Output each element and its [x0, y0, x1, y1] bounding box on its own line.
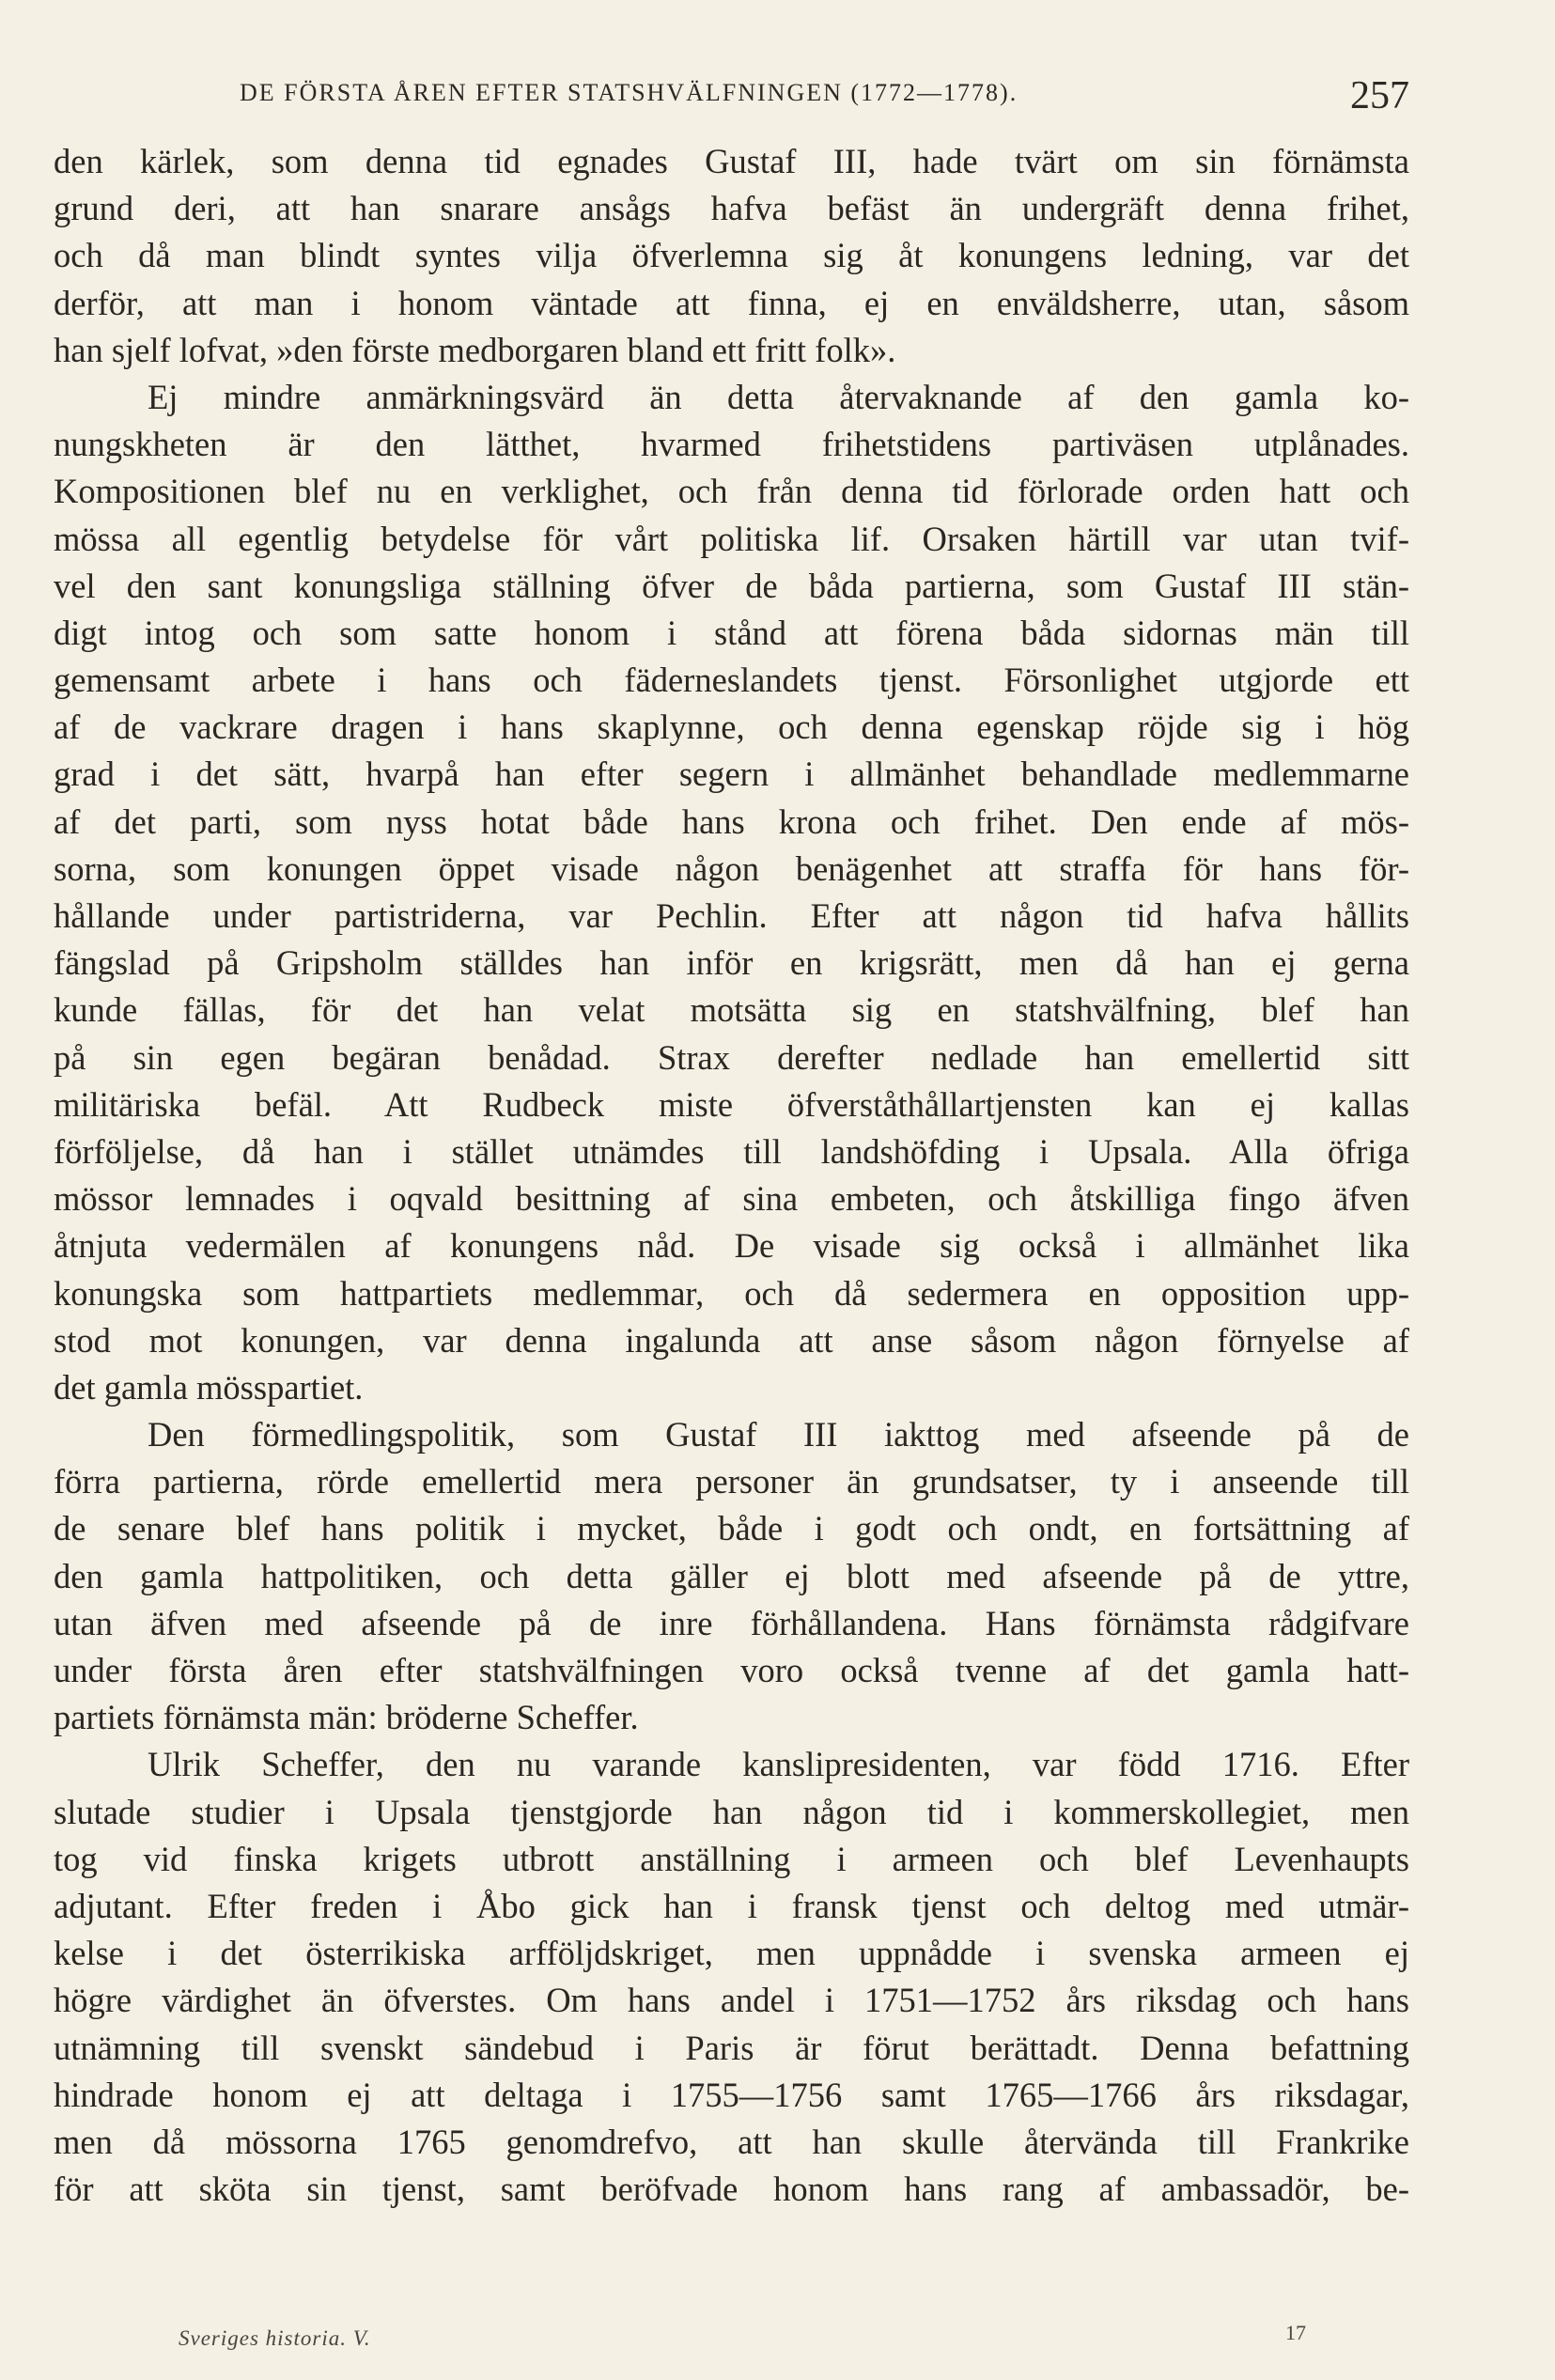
text-line: Ej mindre anmärkningsvärd än detta återvaknande af den gamla ko- — [148, 377, 1409, 416]
text-line: för att sköta sin tjenst, samt beröfvade honom hans rang af ambassadör, be- — [54, 2170, 1409, 2209]
text-line: konungska som hattpartiets medlemmar, och då sedermera en opposition upp- — [54, 1273, 1409, 1313]
text-line: gemensamt arbete i hans och fäderneslandets tjenst. Försonlighet utgjorde ett — [54, 661, 1409, 700]
text-line: förföljelse, då han i stället utnämdes till landshöfding i Upsala. Alla öfriga — [54, 1131, 1409, 1171]
text-line: af det parti, som nyss hotat både hans krona och frihet. Den ende af mös- — [54, 801, 1409, 841]
text-line: och då man blindt syntes vilja öfverlemna sig åt konungens ledning, var det — [54, 236, 1409, 275]
text-line: Ulrik Scheffer, den nu varande kanslipresidenten, var född 1716. Efter — [148, 1745, 1409, 1784]
text-line: militäriska befäl. Att Rudbeck miste öfverståthållartjensten kan ej kallas — [54, 1084, 1409, 1124]
text-line: den kärlek, som denna tid egnades Gustaf III, hade tvärt om sin förnämsta — [54, 142, 1409, 180]
sheet-number: 17 — [1285, 2321, 1306, 2344]
text-line: kelse i det österrikiska arfföljdskriget, men uppnådde i svenska armeen ej — [54, 1934, 1409, 1973]
text-line: nungskheten är den lätthet, hvarmed frihetstidens partiväsen utplånades. — [54, 425, 1409, 464]
text-line: på sin egen begäran benådad. Strax derefter nedlade han emellertid sitt — [54, 1037, 1409, 1077]
text-line: Den förmedlingspolitik, som Gustaf III iakttog med afseende på de — [148, 1415, 1409, 1454]
page-footer — [179, 2321, 1306, 2364]
text-line: partiets förnämsta män: bröderne Scheffer. — [54, 1698, 639, 1737]
text-line: adjutant. Efter freden i Åbo gick han i fransk tjenst och deltog med utmär- — [54, 1886, 1409, 1925]
text-line: derför, att man i honom väntade att finna, ej en enväldsherre, utan, såsom — [54, 283, 1409, 322]
text-line: mössa all egentlig betydelse för vårt politiska lif. Orsaken härtill var utan tvif- — [54, 519, 1409, 558]
text-line: sorna, som konungen öppet visade någon benägenhet att straffa för hans för- — [54, 848, 1409, 888]
text-line: den gamla hattpolitiken, och detta gäller ej blott med afseende på de yttre, — [54, 1556, 1409, 1595]
text-line: högre värdighet än öfverstes. Om hans andel i 1751—1752 års riksdag och hans — [54, 1981, 1409, 2020]
text-line: af de vackrare dragen i hans skaplynne, och denna egenskap röjde sig i hög — [54, 708, 1409, 747]
text-line: Kompositionen blef nu en verklighet, och från denna tid förlorade orden hatt och — [54, 472, 1409, 511]
text-line: vel den sant konungsliga ställning öfver de båda partierna, som Gustaf III stän- — [54, 566, 1409, 605]
text-line: utan äfven med afseende på de inre förhållandena. Hans förnämsta rådgifvare — [54, 1603, 1409, 1642]
text-line: digt intog och som satte honom i stånd att förena båda sidornas män till — [54, 613, 1409, 652]
body-text — [54, 138, 1409, 2213]
text-line: tog vid finska krigets utbrott anställning i armeen och blef Levenhaupts — [54, 1839, 1409, 1878]
text-line: under första åren efter statshvälfningen voro också tvenne af det gamla hatt- — [54, 1651, 1409, 1689]
text-line: stod mot konungen, var denna ingalunda att anse såsom någon förnyelse af — [54, 1320, 1409, 1360]
text-line: grund deri, att han snarare ansågs hafva befäst än undergräft denna frihet, — [54, 189, 1409, 228]
text-line: mössor lemnades i oqvald besittning af sina embeten, och åtskilliga fingo äfven — [54, 1179, 1409, 1219]
running-title: DE FÖRSTA ÅREN EFTER STATSHVÄLFNINGEN (1772—1778). — [240, 79, 1019, 106]
text-line: men då mössorna 1765 genomdrefvo, att han skulle återvända till Frankrike — [54, 2122, 1409, 2161]
text-line: kunde fällas, för det han velat motsätta sig en statshvälfning, blef han — [54, 990, 1409, 1030]
text-line: utnämning till svenskt sändebud i Paris är förut berättadt. Denna befattning — [54, 2028, 1409, 2067]
text-line: fängslad på Gripsholm ställdes han inför en krigsrätt, men då han ej gerna — [54, 943, 1409, 983]
text-line: slutade studier i Upsala tjenstgjorde han någon tid i kommerskollegiet, men — [54, 1792, 1409, 1831]
text-line: hindrade honom ej att deltaga i 1755—1756 samt 1765—1766 års riksdagar, — [54, 2075, 1409, 2114]
text-line: det gamla mösspartiet. — [54, 1367, 364, 1407]
text-line: förra partierna, rörde emellertid mera personer än grundsatser, ty i anseende till — [54, 1462, 1409, 1501]
page-number: 257 — [1350, 74, 1409, 117]
running-head — [240, 73, 1409, 130]
printer-signature: Sveriges historia. V. — [179, 2326, 371, 2350]
text-line: grad i det sätt, hvarpå han efter segern i allmänhet behandlade medlemmarne — [54, 754, 1409, 794]
text-line: han sjelf lofvat, »den förste medborgaren bland ett fritt folk». — [54, 330, 896, 369]
text-line: åtnjuta vedermälen af konungens nåd. De visade sig också i allmänhet lika — [54, 1226, 1409, 1266]
text-line: de senare blef hans politik i mycket, både i godt och ondt, en fortsättning af — [54, 1509, 1409, 1548]
text-line: hållande under partistriderna, var Pechlin. Efter att någon tid hafva hållits — [54, 896, 1409, 935]
